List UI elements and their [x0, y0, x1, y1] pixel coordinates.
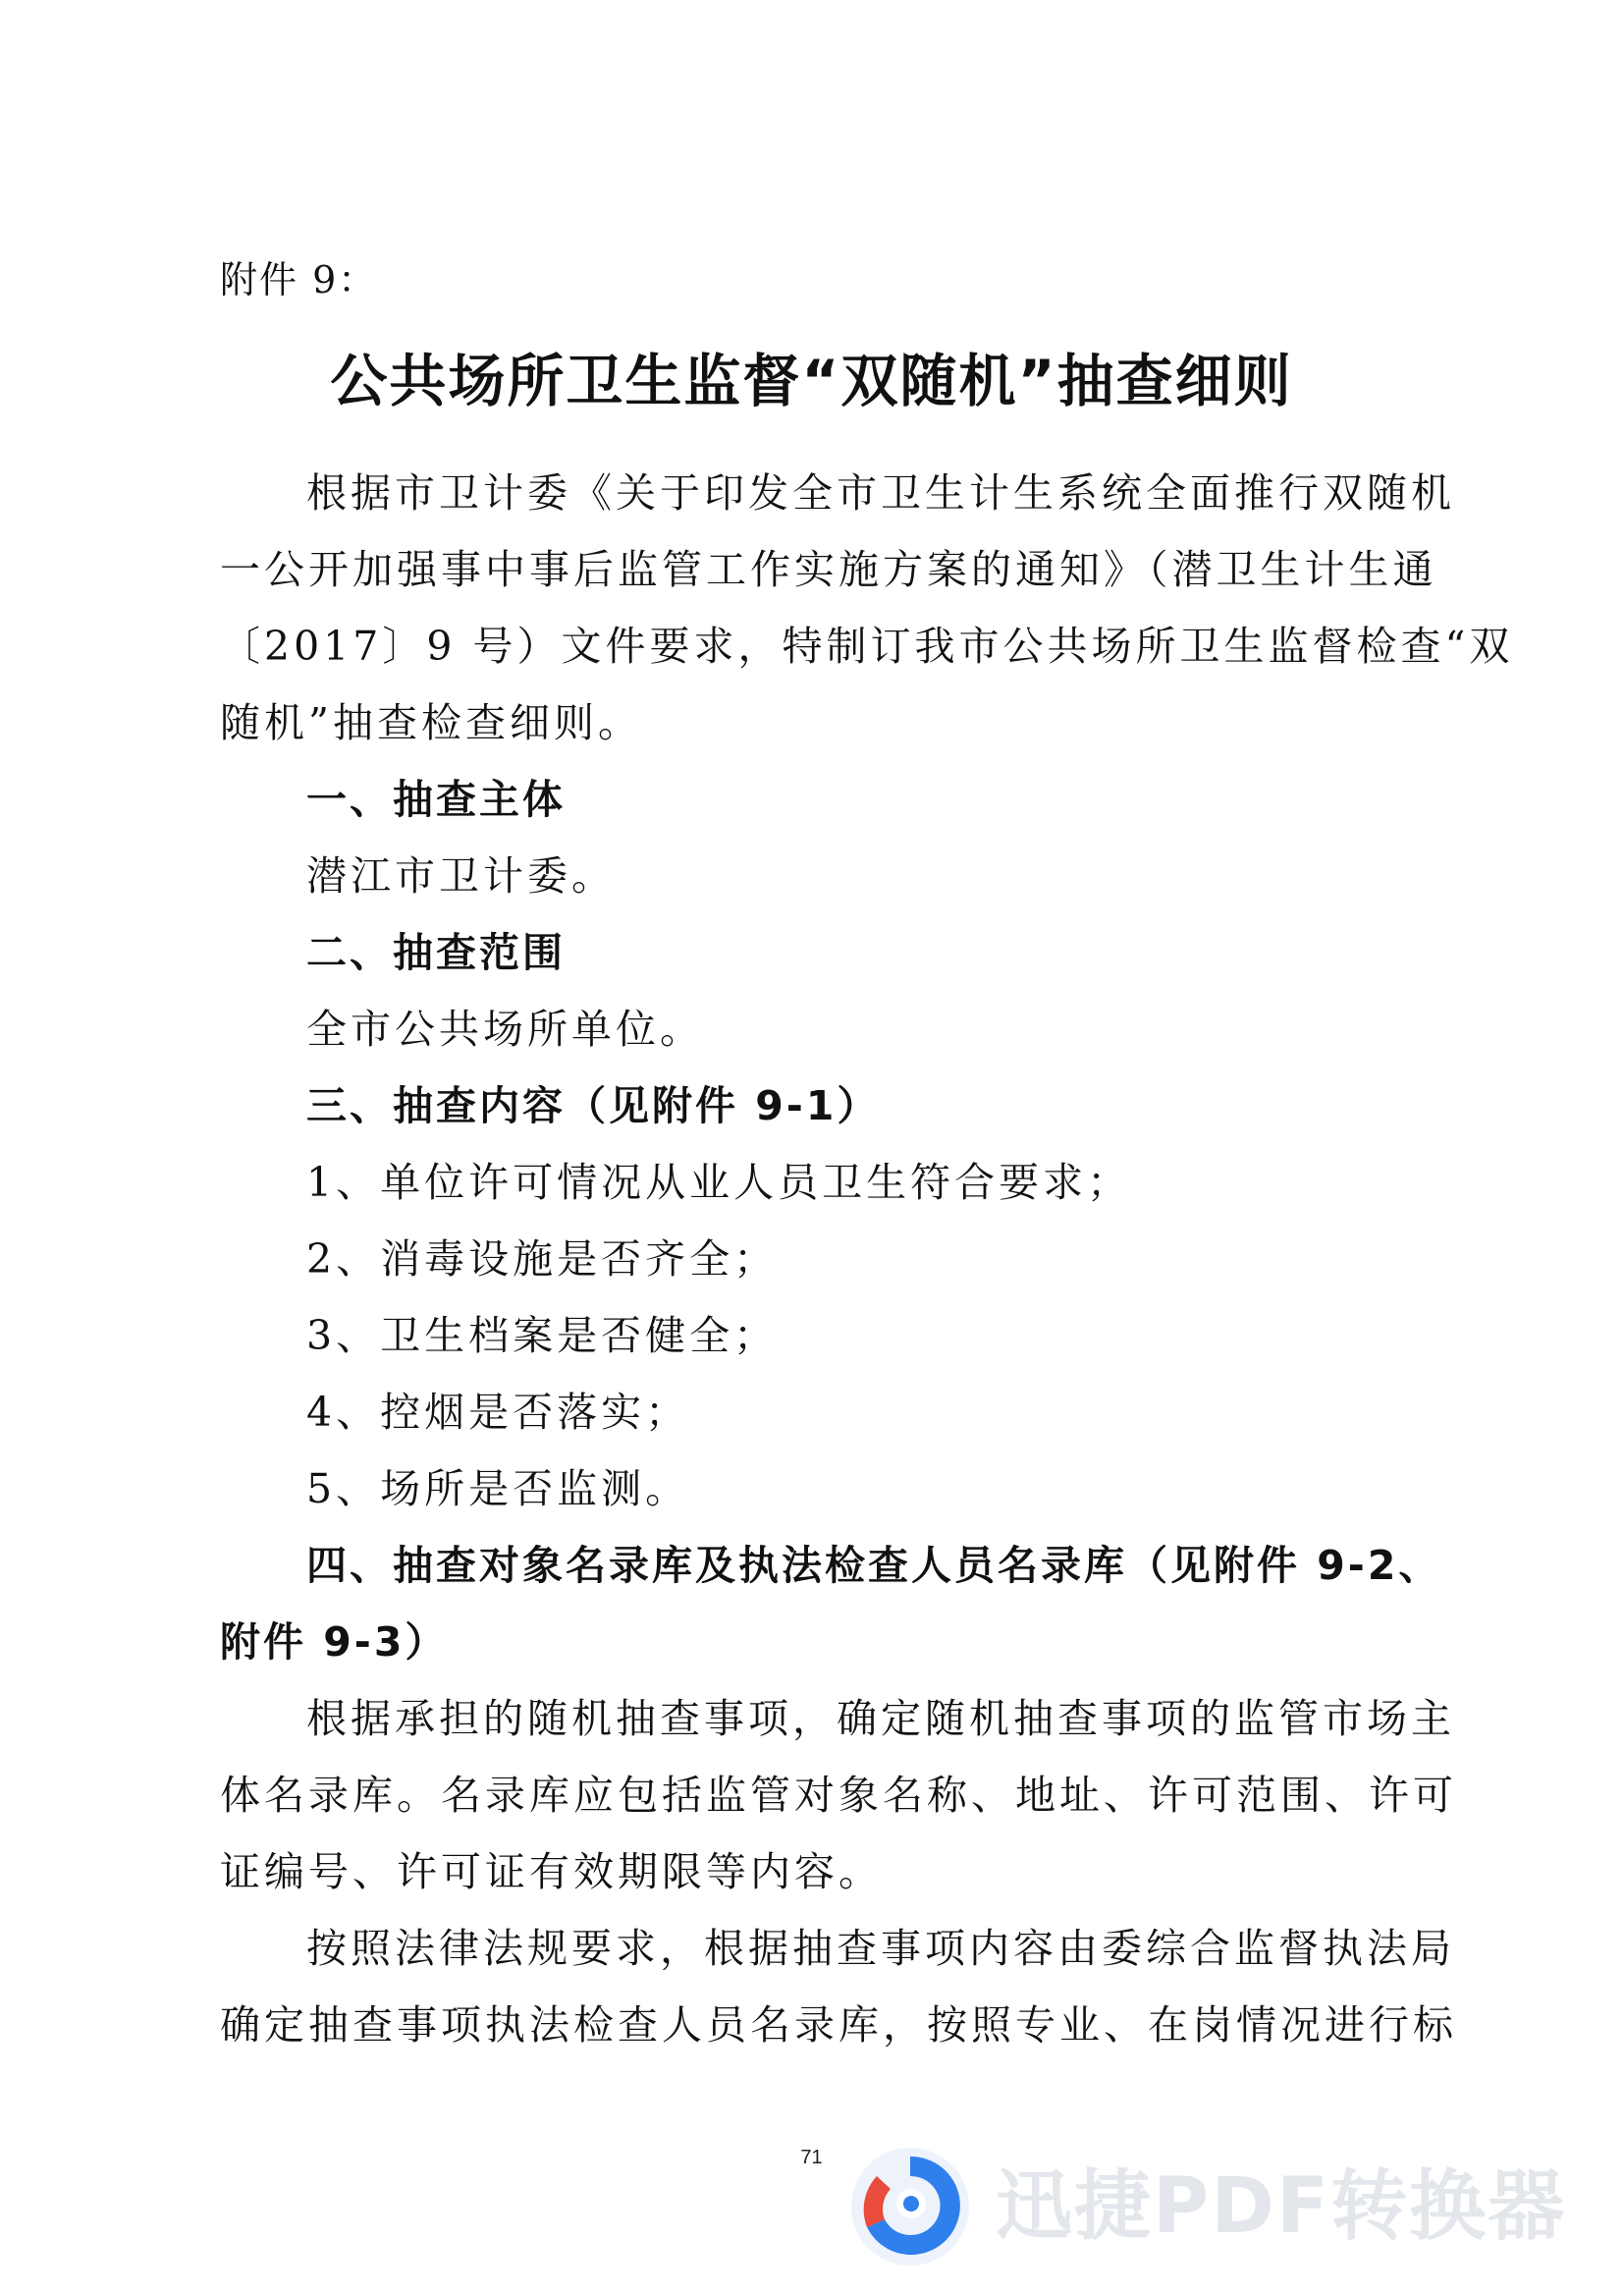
section4-heading-line-1: 四、抽查对象名录库及执法检查人员名录库（见附件 9-2、 — [306, 1542, 1442, 1589]
section1-body: 潜江市卫计委。 — [306, 852, 616, 900]
section4-p1-line-3: 证编号、许可证有效期限等内容。 — [220, 1848, 883, 1895]
section4-heading-line-2: 附件 9-3） — [220, 1618, 449, 1666]
intro-line-3: 〔2017〕9 号）文件要求，特制订我市公共场所卫生监督检查“双 — [220, 623, 1514, 670]
converter-logo-icon — [846, 2143, 974, 2270]
section3-item-3: 3、卫生档案是否健全； — [306, 1312, 779, 1359]
section1-heading: 一、抽查主体 — [306, 776, 566, 823]
document-title: 公共场所卫生监督“双随机”抽查细则 — [330, 348, 1293, 414]
section4-p2-line-2: 确定抽查事项执法检查人员名录库，按照专业、在岗情况进行标 — [220, 2001, 1457, 2049]
section2-heading: 二、抽查范围 — [306, 929, 566, 976]
section2-body: 全市公共场所单位。 — [306, 1006, 704, 1053]
page-number: 71 — [800, 2147, 823, 2168]
section4-p1-line-2: 体名录库。名录库应包括监管对象名称、地址、许可范围、许可 — [220, 1772, 1457, 1819]
section3-item-1: 1、单位许可情况从业人员卫生符合要求； — [306, 1159, 1132, 1206]
intro-line-1: 根据市卫计委《关于印发全市卫生计生系统全面推行双随机 — [306, 469, 1455, 517]
intro-line-2: 一公开加强事中事后监管工作实施方案的通知》（潜卫生计生通 — [220, 546, 1437, 593]
converter-watermark — [846, 2143, 1593, 2270]
watermark-text: 迅捷PDF转换器 — [996, 2162, 1567, 2251]
section3-item-2: 2、消毒设施是否齐全； — [306, 1235, 779, 1283]
section3-item-4: 4、控烟是否落实； — [306, 1389, 690, 1436]
attachment-label: 附件 9： — [220, 258, 378, 301]
section3-item-5: 5、场所是否监测。 — [306, 1465, 690, 1512]
section4-p2-line-1: 按照法律法规要求，根据抽查事项内容由委综合监督执法局 — [306, 1925, 1455, 1972]
intro-line-4: 随机”抽查检查细则。 — [220, 699, 642, 746]
section3-heading: 三、抽查内容（见附件 9-1） — [306, 1082, 881, 1129]
section4-p1-line-1: 根据承担的随机抽查事项，确定随机抽查事项的监管市场主 — [306, 1695, 1455, 1742]
